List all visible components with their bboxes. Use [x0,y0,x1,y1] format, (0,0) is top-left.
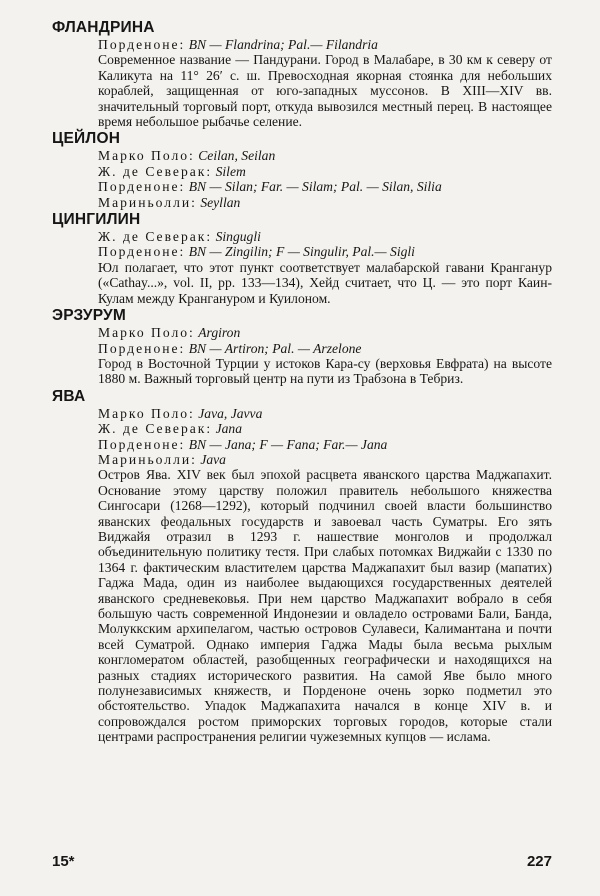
source-line [98,406,552,421]
entry-term: ЯВА [52,387,86,405]
source-forms: BN — Zingilin; F — Singulir, Pal.— Sigli [188,244,415,260]
source-line [98,325,552,340]
source-forms: BN — Artiron; Pal. — Arzelone [188,340,362,356]
entry-term: ЦЕЙЛОН [52,130,121,148]
source-name: Порденоне: [98,37,186,52]
source-line [98,244,552,259]
glossary-entry [52,18,552,129]
entry-term: ЭРЗУРУМ [52,307,127,325]
entry-description: Остров Ява. XIV век был эпохой расцвета яванского царства Маджапахит. Основание этому царству положил правитель небольшого княжества Сингосари (1268—1292), который подчинил своей власти большинство яванских феодальных государств и завоевал часть Суматры. Его зять Виджайя отразил в 1293 г. нашествие монголов и продолжал объединительную политику тестя. При слабых потомках Виджайи с 1330 по 1364 г. фактическим властителем царства Маджапахит был вазир (мапатих) Гаджа Мада, один из наиболее выдающихся государственных деятелей яванского средневековья. При нем царство Маджапахит вобрало в себя большую часть современной Индонезии и овладело островами Бали, Банда, Молуккским архипелагом, частью островов Сулавеси, Калимантана и почти всей Суматрой. Однако империя Гаджа Мады была весьма рыхлым конгломератом областей, разобщенных географически и находящихся на разных стадиях исторического развития. На самой Яве было много полунезависимых княжеств, и Порденоне очень зорко подметил это обстоятельство. Упадок Маджапахита начался в конце XIV в. и сопровождался ростом приморских торговых городов, которые стали центрами распространения религии чужеземных купцов — ислама. [98,467,552,745]
source-forms: Seyllan [200,194,241,210]
source-line [98,452,552,467]
signature-mark: 15* [52,853,75,870]
source-name: Мариньолли: [98,194,197,210]
source-name: Ж. де Северак: [98,229,213,245]
source-forms: Silem [215,163,246,179]
source-forms: Java [200,451,226,467]
source-name: Порденоне: [98,340,186,356]
source-name: Мариньолли: [98,451,197,467]
source-line [98,37,552,52]
glossary-entry [52,129,552,210]
source-name: Ж. де Северак: [98,421,213,437]
glossary-entries [52,18,552,745]
entry-body [98,148,552,210]
source-line [98,195,552,210]
source-name: Марко Поло: [98,325,195,341]
source-name: Порденоне: [98,244,186,260]
entry-term: ФЛАНДРИНА [52,19,155,36]
source-line [98,164,552,179]
source-name: Порденоне: [98,436,186,452]
source-name: Ж. де Северак: [98,163,213,179]
glossary-entry [52,387,552,745]
source-line [98,179,552,194]
entry-body [98,229,552,306]
glossary-entry [52,306,552,387]
source-forms: Java, Javva [198,405,263,421]
page-number: 227 [526,853,552,870]
source-forms: Singugli [215,229,261,245]
source-forms: Argiron [198,325,241,341]
source-line [98,421,552,436]
source-forms: Ceilan, Seilan [198,148,276,164]
source-name: Марко Поло: [98,405,195,421]
entry-description: Современное название — Пандурани. Город в Малабаре, в 30 км к северу от Каликута на 11° 26′ с. ш. Превосходная якорная стоянка для небольших кораблей, защищенная от юго-западных муссонов. В XIII—XIV вв. значительный торговый порт, откуда вывозился местный перец. В настоящее время небольшое рыбачье селение. [98,52,552,130]
source-line [98,437,552,452]
source-name: Марко Поло: [98,148,195,164]
entry-description: Юл полагает, что этот пункт соответствует малабарской гавани Кранганур («Cathay...», vol. II, pp. 133—134), Хейд считает, что Ц. — это порт Каин-Кулам между Крангануром и Куилоном. [98,259,552,306]
glossary-entry [52,210,552,306]
source-line [98,229,552,244]
entry-body [98,37,552,129]
source-forms: BN — Flandrina; Pal.— Filandria [188,37,378,52]
entry-term: ЦИНГИЛИН [52,211,141,229]
source-forms: BN — Jana; F — Fana; Far.— Jana [188,436,388,452]
entry-body [98,406,552,745]
entry-body [98,325,552,387]
source-name: Порденоне: [98,179,186,195]
source-forms: Jana [215,421,243,437]
entry-description: Город в Восточной Турции у истоков Кара-су (верховья Евфрата) на высоте 1880 м. Важный торговый центр на пути из Трабзона в Тебриз. [98,355,552,387]
source-forms: BN — Silan; Far. — Silam; Pal. — Silan, Silia [188,179,442,195]
source-line [98,148,552,163]
source-line [98,341,552,356]
